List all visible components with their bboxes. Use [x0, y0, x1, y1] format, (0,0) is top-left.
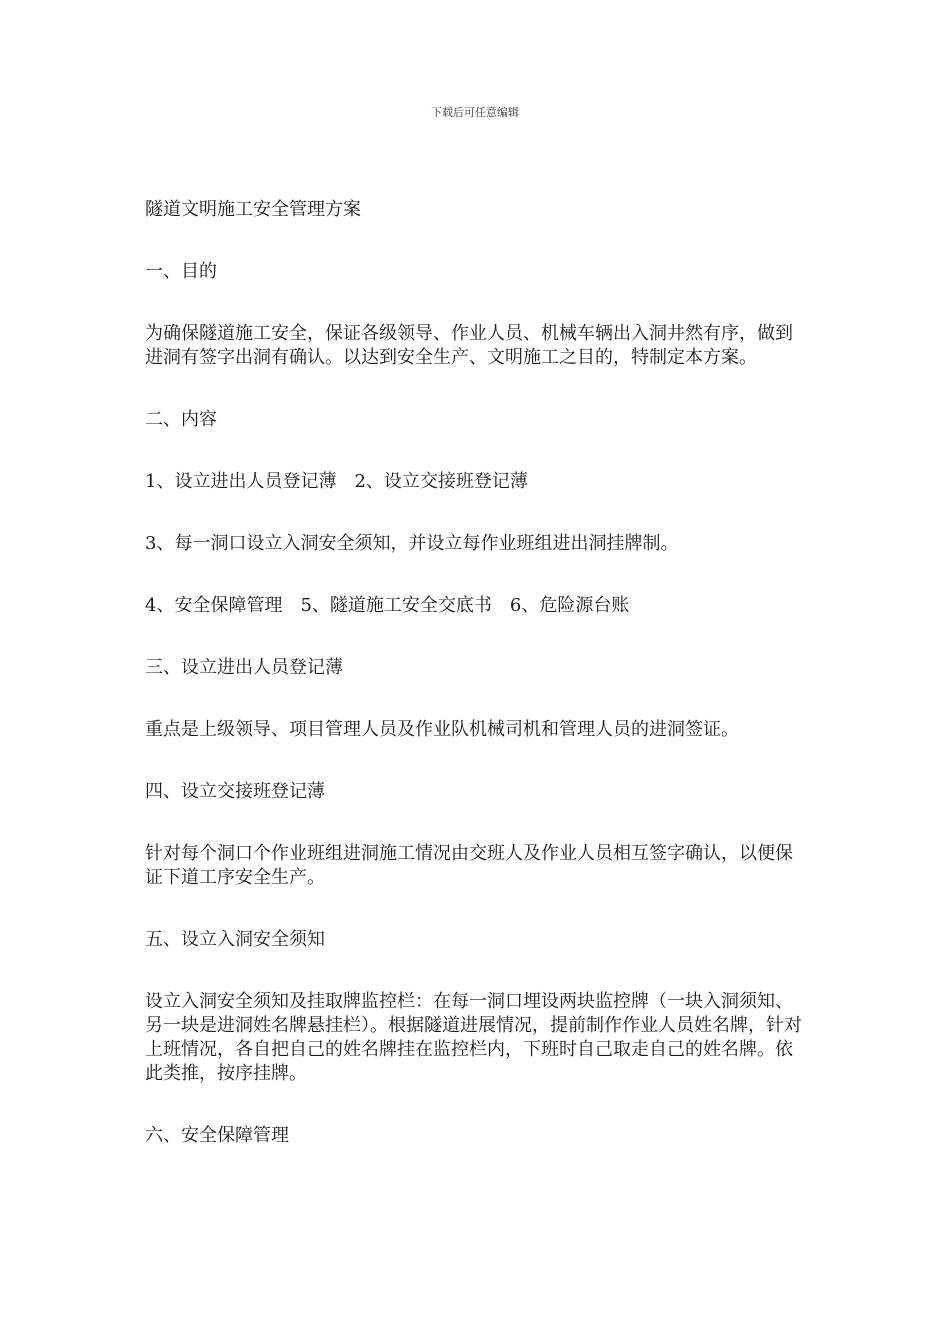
content-item-4-6: 4、安全保障管理 5、隧道施工安全交底书 6、危险源台账 — [145, 595, 630, 616]
section-heading-safety-notice: 五、设立入洞安全须知 — [145, 929, 325, 950]
paragraph-safety-notice: 设立入洞安全须知及挂取牌监控栏：在每一洞口埋设两块监控牌（一块入洞须知、另一块是进洞姓名牌悬挂栏）。根据隧道进展情况，提前制作作业人员姓名牌，针对上班情况，各自把自己的姓名牌挂在监控栏内，下班时自己取走自己的姓名牌。依此类推，按序挂牌。 — [145, 991, 802, 1084]
paragraph-purpose: 为确保隧道施工安全，保证各级领导、作业人员、机械车辆出入洞井然有序，做到进洞有签字出洞有确认。以达到安全生产、文明施工之目的，特制定本方案。 — [145, 323, 793, 368]
content-item-1-2: 1、设立进出人员登记薄 2、设立交接班登记薄 — [145, 471, 528, 492]
section-heading-safety-management: 六、安全保障管理 — [145, 1125, 289, 1146]
section-heading-purpose: 一、目的 — [145, 261, 217, 282]
paragraph-shift-register: 针对每个洞口个作业班组进洞施工情况由交班人及作业人员相互签字确认，以便保证下道工序安全生产。 — [145, 843, 793, 888]
section-heading-entry-register: 三、设立进出人员登记薄 — [145, 657, 343, 678]
page-header: 下载后可任意编辑 — [431, 106, 519, 119]
section-heading-shift-register: 四、设立交接班登记薄 — [145, 781, 325, 802]
document-body — [145, 198, 809, 1148]
paragraph-entry-register: 重点是上级领导、项目管理人员及作业队机械司机和管理人员的进洞签证。 — [145, 719, 739, 740]
document-title: 隧道文明施工安全管理方案 — [145, 199, 361, 220]
content-item-3: 3、每一洞口设立入洞安全须知，并设立每作业班组进出洞挂牌制。 — [145, 533, 679, 554]
section-heading-content: 二、内容 — [145, 409, 217, 430]
